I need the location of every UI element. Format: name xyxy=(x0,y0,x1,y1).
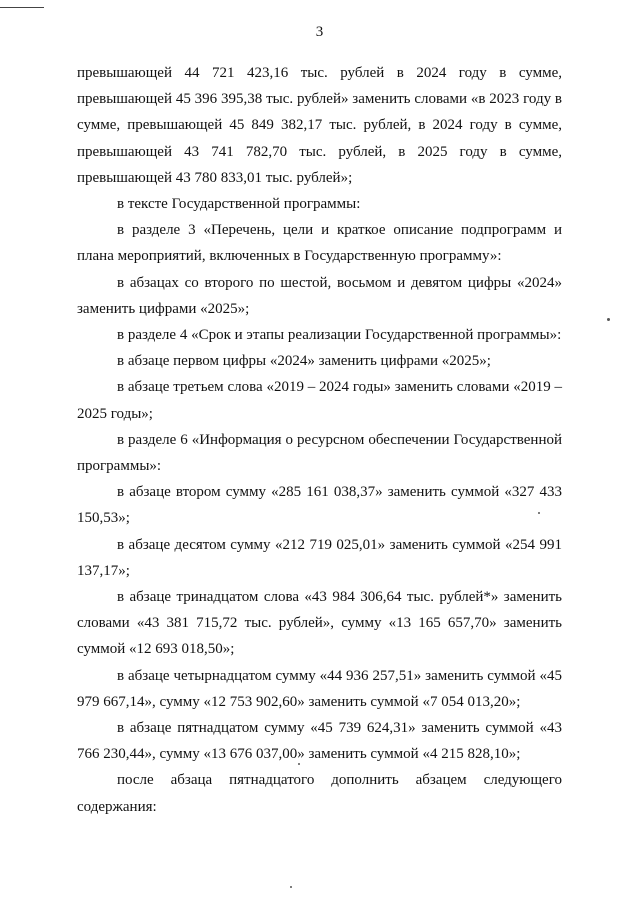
paragraph: в абзаце пятнадцатом сумму «45 739 624,31» заменить суммой «43 766 230,44», сумму «13 676 037,00» заменить суммой «4 215 828,10»; xyxy=(77,720,562,763)
paragraph: в абзаце третьем слова «2019 – 2024 годы» заменить словами «2019 – 2025 годы»; xyxy=(77,379,562,422)
paragraph: после абзаца пятнадцатого дополнить абзацем следующего содержания: xyxy=(77,772,562,815)
paragraph: в разделе 3 «Перечень, цели и краткое описание подпрограмм и плана мероприятий, включенных в Государственную программу»: xyxy=(77,222,562,265)
document-body xyxy=(77,60,562,820)
paragraph: в абзацах со второго по шестой, восьмом и девятом цифры «2024» заменить цифрами «2025»; xyxy=(77,274,562,317)
paragraph: в разделе 4 «Срок и этапы реализации Государственной программы»: xyxy=(117,327,562,344)
paragraph: в разделе 6 «Информация о ресурсном обеспечении Государственной программы»: xyxy=(77,431,562,475)
scan-speck xyxy=(538,512,540,514)
scan-speck xyxy=(290,886,292,888)
page-number: 3 xyxy=(315,24,324,40)
scan-speck xyxy=(607,318,610,321)
scan-speck xyxy=(298,763,300,765)
paragraph: в абзаце тринадцатом слова «43 984 306,64 тыс. рублей*» заменить словами «43 381 715,72 тыс. рублей», сумму «13 165 657,70» заменить суммой «12 693 018,50»; xyxy=(77,589,562,658)
scan-edge-line xyxy=(0,7,44,8)
paragraph: в тексте Государственной программы: xyxy=(117,196,361,213)
paragraph: в абзаце десятом сумму «212 719 025,01» заменить суммой «254 991 137,17»; xyxy=(77,536,562,579)
paragraph: в абзаце втором сумму «285 161 038,37» заменить суммой «327 433 150,53»; xyxy=(77,484,562,527)
paragraph: в абзаце четырнадцатом сумму «44 936 257,51» заменить суммой «45 979 667,14», сумму «12 753 902,60» заменить суммой «7 054 013,20»; xyxy=(77,667,562,710)
paragraph: превышающей 44 721 423,16 тыс. рублей в 2024 году в сумме, превышающей 45 396 395,38 тыс. рублей» заменить словами «в 2023 году в сумме, превышающей 45 849 382,17 тыс. рублей, в 2024 году в сумме, превышающей 43 741 782,70 тыс. рублей, в 2025 году в сумме, превышающей 43 780 833,01 тыс. рублей»; xyxy=(77,65,562,186)
paragraph: в абзаце первом цифры «2024» заменить цифрами «2025»; xyxy=(117,353,491,370)
